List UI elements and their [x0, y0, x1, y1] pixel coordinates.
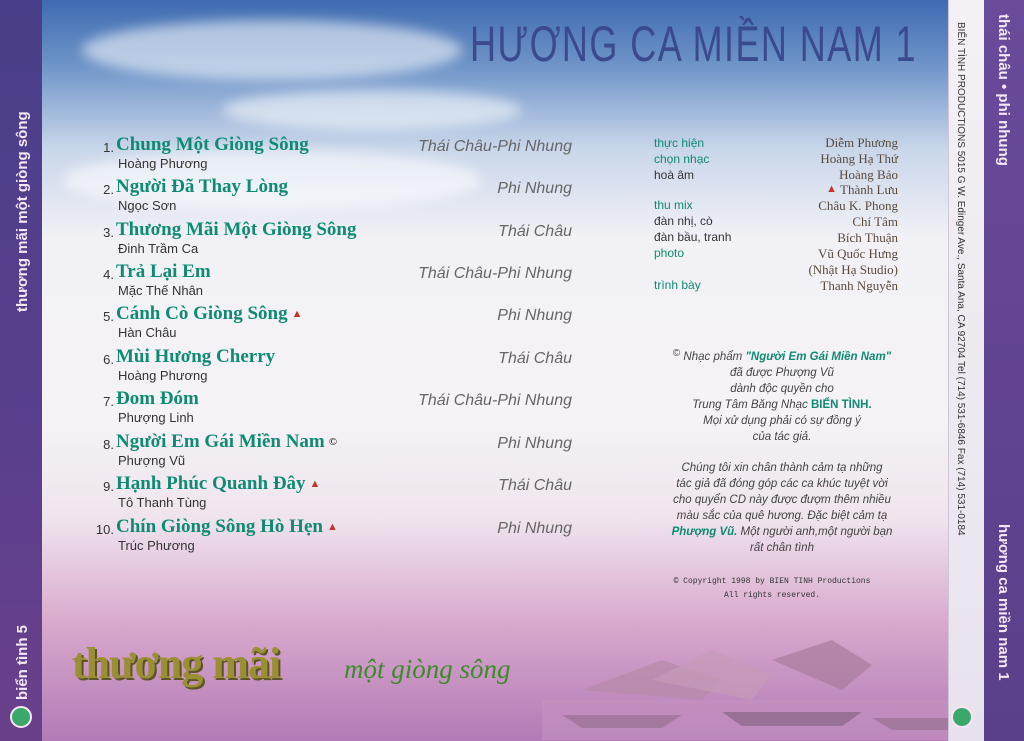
credit-value: (Nhật Hạ Studio) — [808, 262, 898, 277]
track-number: 1. — [103, 140, 114, 155]
track-singer: Thái Châu — [498, 350, 572, 367]
rights-line: All rights reserved. — [723, 591, 820, 600]
track-title: Mùi Hương Cherry — [116, 346, 276, 367]
label-logo-icon — [10, 706, 32, 728]
label-logo-icon — [951, 706, 973, 728]
thanks-line: Một người anh,một người bạn — [740, 526, 893, 538]
track-singer: Thái Châu-Phi Nhung — [418, 392, 572, 409]
track-singer: Thái Châu — [498, 477, 572, 494]
album-title: HƯƠNG CA MIỀN NAM 1 — [470, 16, 918, 72]
track-title: Đom Đóm — [116, 388, 199, 409]
track-singer: Thái Châu-Phi Nhung — [418, 265, 572, 282]
track-number: 10. — [95, 522, 114, 537]
notice-line: của tác giả. — [752, 431, 812, 443]
river-boats-illustration — [542, 620, 948, 740]
track-title: Chín Giòng Sông Hò Hẹn ▲ — [116, 516, 338, 537]
track-composer: Ngọc Sơn — [118, 198, 177, 213]
track-composer: Hàn Châu — [118, 325, 177, 340]
track-number: 4. — [103, 267, 114, 282]
spine-artists: thái châu • phi nhung — [995, 14, 1012, 166]
new-song-marker-icon: ▲ — [291, 308, 303, 320]
thanks-line: tác giả đã đóng góp các ca khúc tuyệt vời — [676, 478, 888, 490]
credit-label: trình bày — [654, 278, 701, 292]
track-singer: Phi Nhung — [497, 307, 572, 324]
track-title: Chung Một Giòng Sông — [116, 134, 309, 155]
song-rights-notice — [646, 346, 918, 445]
credit-value: ▲ Thành Lưu — [826, 182, 898, 197]
credit-label: hoà âm — [654, 168, 695, 182]
credit-value: Chí Tâm — [852, 214, 898, 229]
company-address: BIỂN TÌNH PRODUCTIONS 5015 G W. Edinger Ave., Santa Ana, CA 92704 Tel (714) 531-6846 Fax (714) 531-0184 — [955, 22, 966, 536]
credit-label: đàn nhị, cò — [654, 214, 713, 228]
notice-line: dành độc quyền cho — [730, 383, 834, 395]
track-composer: Trúc Phương — [118, 538, 195, 553]
track-singer: Phi Nhung — [497, 520, 572, 537]
track-title: Người Đã Thay Lòng — [116, 176, 289, 197]
left-spine — [0, 0, 42, 741]
spine-series: biển tình 5 — [14, 625, 31, 700]
track-title: Người Em Gái Miền Nam © — [116, 431, 337, 452]
credit-value: Hoàng Bảo — [839, 167, 898, 182]
credit-value: Diễm Phương — [825, 135, 898, 150]
credit-label: thu mix — [654, 198, 693, 212]
track-composer: Hoàng Phương — [118, 368, 208, 383]
track-composer: Tô Thanh Tùng — [118, 495, 207, 510]
track-number: 5. — [103, 309, 114, 324]
cover-title-word: thương mãi — [72, 639, 281, 688]
notice-line: Mọi xử dụng phải có sự đồng ý — [703, 415, 861, 427]
credit-label: thực hiện — [654, 136, 705, 150]
thanks-line: rất chân tình — [750, 542, 814, 554]
new-song-marker-icon: ▲ — [309, 478, 321, 490]
credit-label: đàn bầu, tranh — [654, 230, 732, 244]
track-composer: Hoàng Phương — [118, 156, 208, 171]
cover-subtitle-word: một giòng sông — [344, 654, 511, 684]
track-composer: Đinh Trầm Ca — [118, 241, 199, 256]
track-number: 6. — [103, 352, 114, 367]
right-spine — [984, 0, 1024, 741]
track-title: Hạnh Phúc Quanh Đây ▲ — [116, 473, 321, 494]
notice-song: "Người Em Gái Miền Nam" — [745, 351, 892, 363]
credit-value: Vũ Quốc Hưng — [818, 246, 898, 261]
credit-value: Hoàng Hạ Thứ — [820, 151, 898, 166]
copyright-symbol: © — [672, 348, 681, 359]
new-song-marker-icon: ▲ — [826, 183, 838, 195]
credit-value: Châu K. Phong — [818, 198, 898, 213]
notice-line: đã được Phượng Vũ — [730, 367, 834, 379]
credit-value: Bích Thuận — [837, 230, 898, 245]
track-item — [90, 303, 572, 351]
notice-studio: BIỂN TÌNH. — [810, 399, 872, 411]
track-number: 8. — [103, 437, 114, 452]
track-title: Thương Mãi Một Giòng Sông — [116, 219, 357, 240]
address-strip — [948, 0, 986, 741]
track-item — [90, 176, 572, 224]
track-singer: Thái Châu-Phi Nhung — [418, 138, 572, 155]
thanks-name: Phượng Vũ. — [671, 526, 738, 538]
track-number: 3. — [103, 225, 114, 240]
credit-label: photo — [654, 246, 685, 260]
track-number: 9. — [103, 479, 114, 494]
spine-album-name: hương ca miền nam 1 — [995, 524, 1012, 681]
thanks-line: cho quyển CD này được đượm thêm nhiều — [673, 494, 891, 506]
notice-line: Trung Tâm Băng Nhạc — [692, 399, 808, 411]
track-number: 2. — [103, 182, 114, 197]
track-title: Trả Lại Em — [116, 261, 211, 282]
track-title: Cánh Cò Giòng Sông ▲ — [116, 303, 303, 324]
track-item — [90, 516, 572, 564]
copyright-marker-icon: © — [328, 436, 337, 448]
track-singer: Phi Nhung — [497, 435, 572, 452]
notice-lead: Nhạc phẩm — [683, 351, 743, 363]
track-item — [90, 473, 572, 521]
track-number: 7. — [103, 394, 114, 409]
track-composer: Phượng Linh — [118, 410, 194, 425]
spine-album-title: thương mãi một giòng sông — [14, 111, 31, 312]
track-item — [90, 388, 572, 436]
thanks-message — [646, 460, 918, 556]
copyright-line: © Copyright 1998 by BIEN TINH Productions — [673, 577, 871, 586]
new-song-marker-icon: ▲ — [326, 521, 338, 533]
track-singer: Phi Nhung — [497, 180, 572, 197]
credit-value: Thanh Nguyễn — [820, 278, 898, 293]
thanks-line: màu sắc của quê hương. Đặc biệt cảm tạ — [676, 510, 888, 522]
thanks-line: Chúng tôi xin chân thành cảm tạ những — [681, 462, 883, 474]
track-singer: Thái Châu — [498, 223, 572, 240]
track-composer: Mặc Thế Nhân — [118, 283, 204, 298]
track-composer: Phượng Vũ — [118, 453, 186, 468]
credit-label: chọn nhạc — [654, 152, 710, 166]
